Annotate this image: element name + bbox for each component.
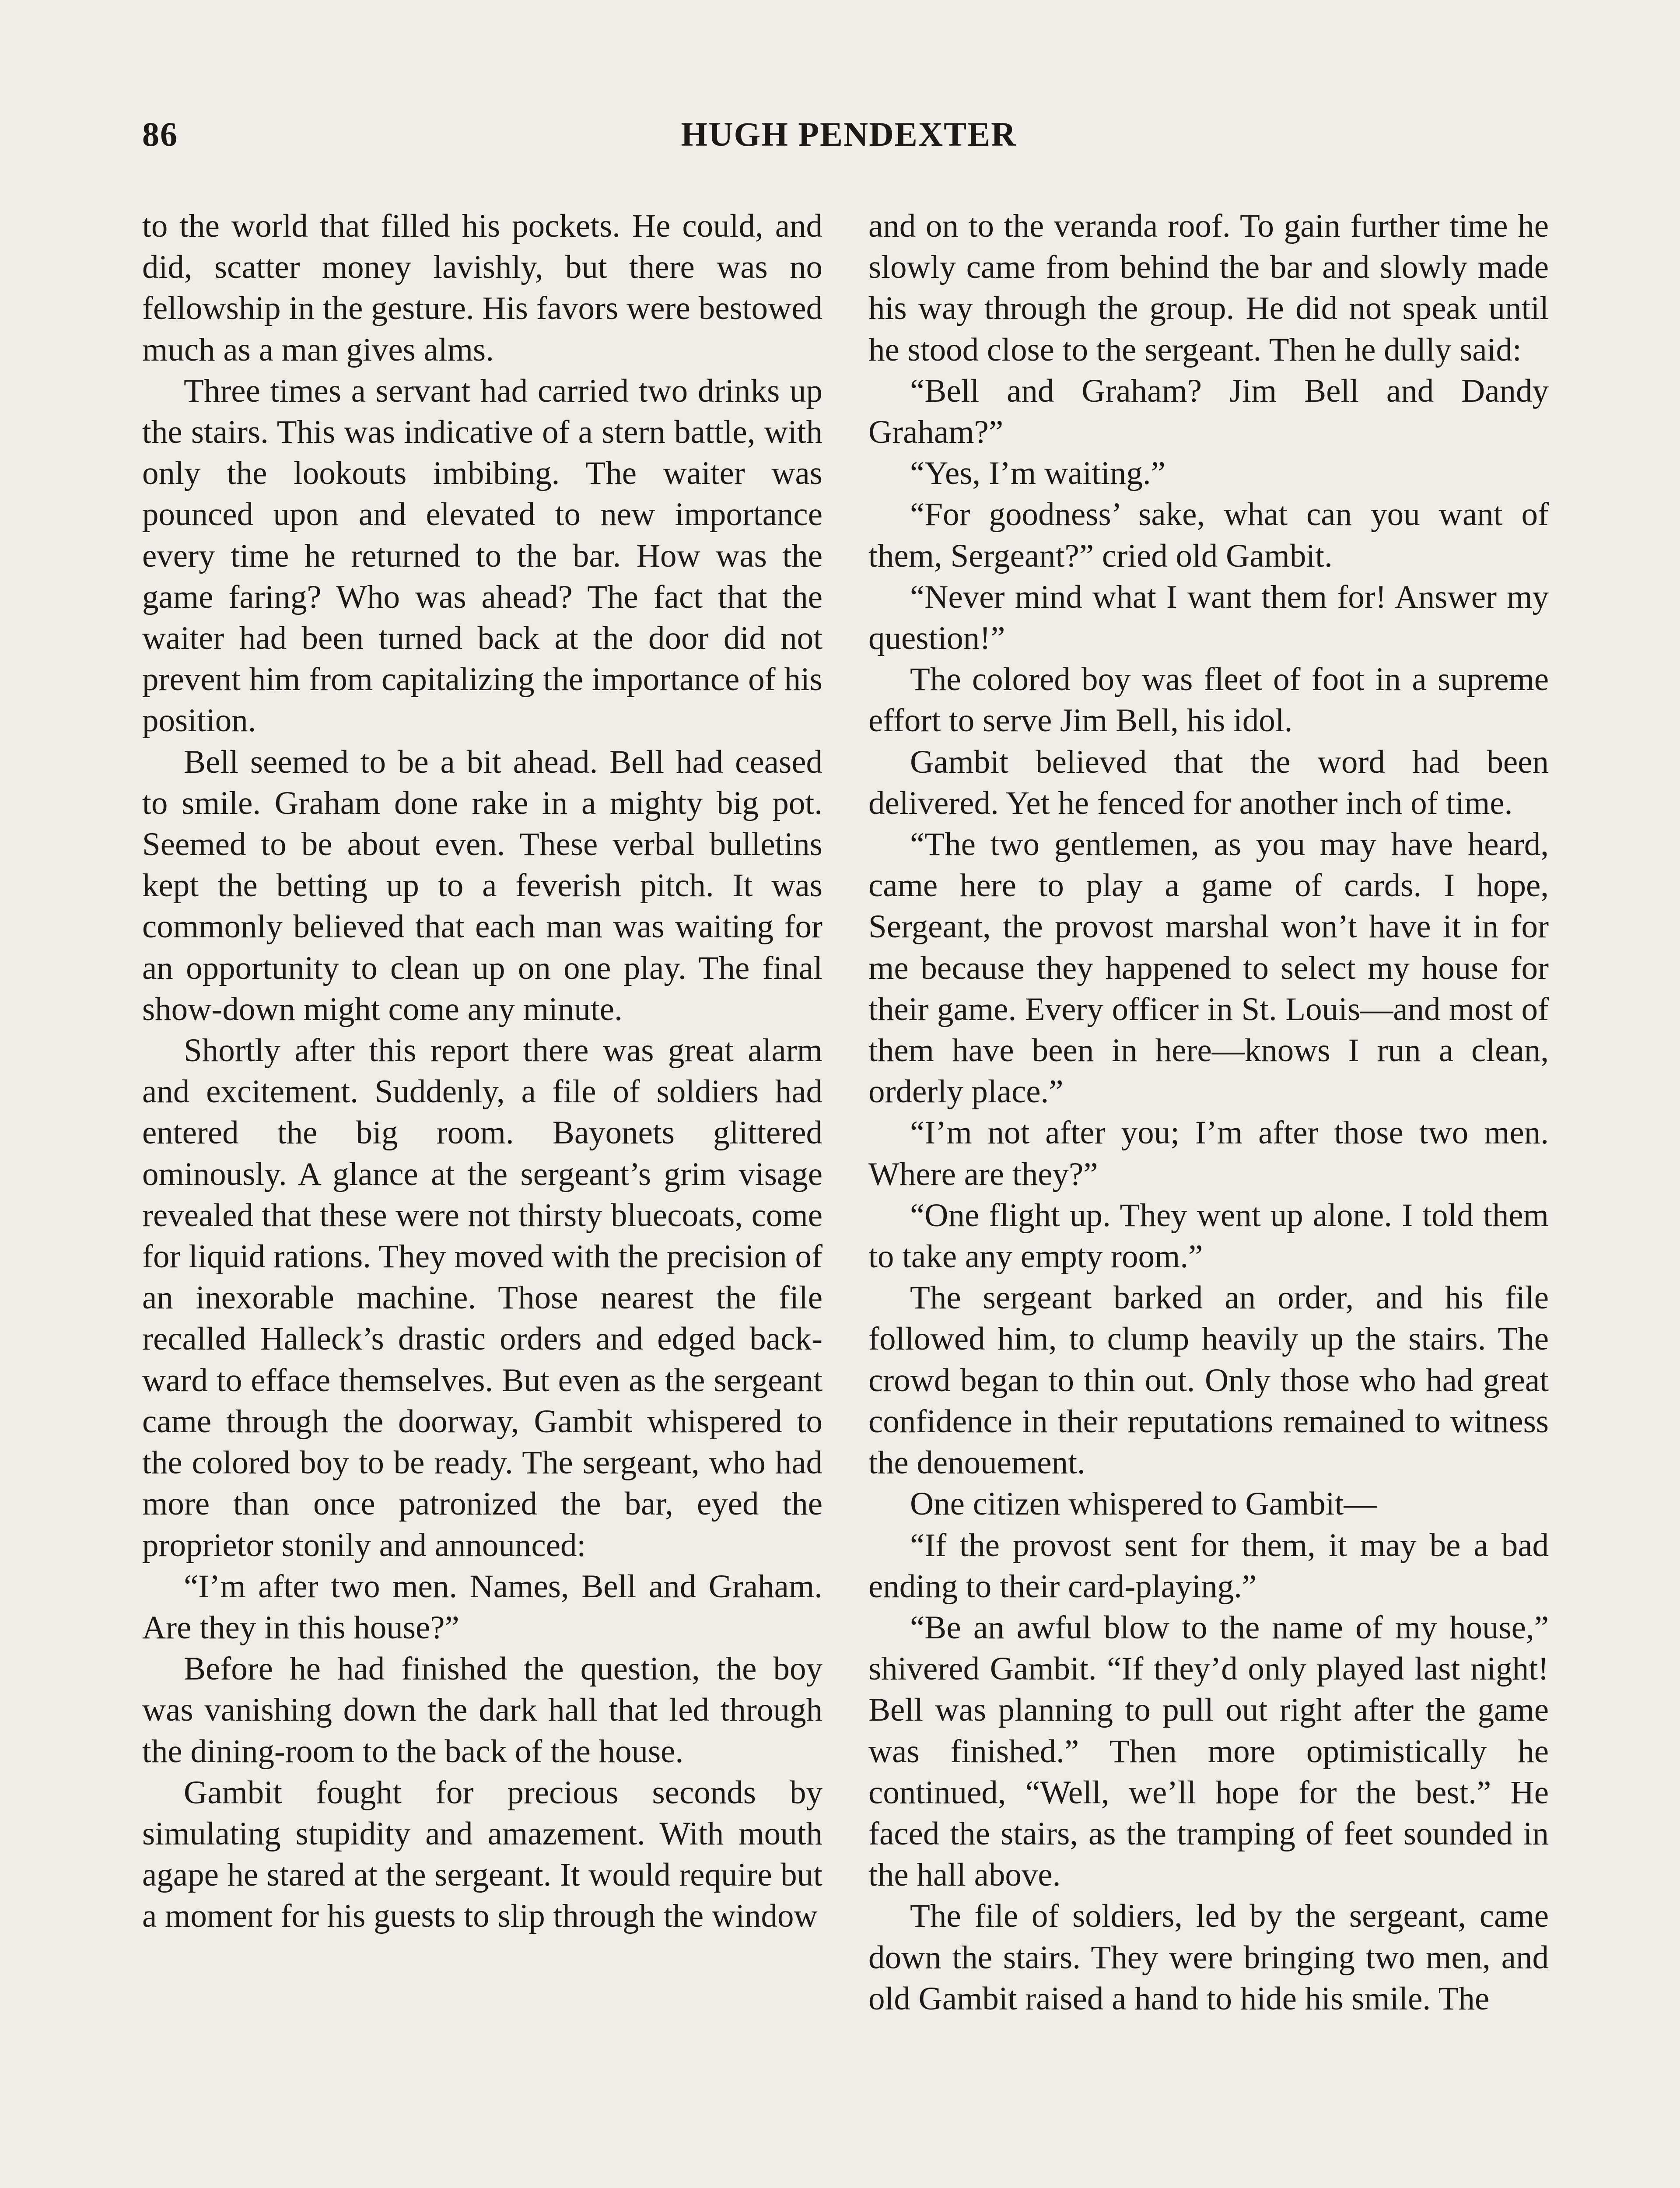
- paragraph: “One flight up. They went up alone. I told them to take any empty room.”: [868, 1197, 1549, 1275]
- paragraph: Gambit fought for precious seconds by simulating stupidity and amazement. With mouth agape he stared at the sergeant. It would require but a moment for his guests to slip through the window: [142, 1774, 822, 1935]
- paragraph: and on to the veranda roof. To gain further time he slowly came from behind the bar and slowly made his way through the group. He did not speak until he stood close to the sergeant. Then he dully said:: [868, 208, 1549, 368]
- paragraph: “For goodness’ sake, what can you want of them, Sergeant?” cried old Gambit.: [868, 496, 1549, 574]
- right-column: [868, 206, 1549, 2020]
- running-head-title: HUGH PENDEXTER: [681, 115, 1017, 153]
- paragraph: Bell seemed to be a bit ahead. Bell had ceased to smile. Graham done rake in a mighty big pot. Seemed to be about even. These verbal bulletins kept the betting up to a feverish pitch. It was commonly believed that each man was waiting for an opportunity to clean up on one play. The final show-down might come any minute.: [142, 743, 822, 1027]
- paragraph: The sergeant barked an order, and his file followed him, to clump heavily up the stairs. The crowd began to thin out. Only those who had great confidence in their reputations remained to witness the denouement.: [868, 1280, 1549, 1481]
- paragraph: The colored boy was fleet of foot in a supreme effort to serve Jim Bell, his idol.: [868, 661, 1549, 739]
- left-column: [142, 206, 822, 1937]
- paragraph: “Never mind what I want them for! Answer my question!”: [868, 579, 1549, 657]
- paragraph: Shortly after this report there was great alarm and excitement. Suddenly, a file of soldiers had entered the big room. Bayonets glittered ominously. A glance at the sergeant’s grim visage revealed that these were not thirsty bluecoats, come for liquid rations. They moved with the precision of an inexorable machine. Those nearest the file recalled Halleck’s drastic orders and edged backward to efface themselves. But even as the sergeant came through the doorway, Gambit whispered to the colored boy to be ready. The sergeant, who had more than once patronized the bar, eyed the proprietor stonily and announced:: [142, 1032, 822, 1564]
- paragraph: Three times a servant had carried two drinks up the stairs. This was indicative of a stern battle, with only the lookouts imbibing. The waiter was pounced upon and elevated to new importance every time he returned to the bar. How was the game faring? Who was ahead? The fact that the waiter had been turned back at the door did not prevent him from capitalizing the importance of his position.: [142, 372, 822, 739]
- paragraph: to the world that filled his pockets. He could, and did, scatter money lavishly, but there was no fellowship in the gesture. His favors were bestowed much as a man gives alms.: [142, 208, 822, 368]
- paragraph: “Yes, I’m waiting.”: [910, 455, 1166, 492]
- page-number: 86: [142, 115, 178, 153]
- paragraph: “I’m not after you; I’m after those two men. Where are they?”: [868, 1115, 1549, 1192]
- paragraph: “The two gentlemen, as you may have heard, came here to play a game of cards. I hope, Sergeant, the provost marshal won’t have it in for me because they happened to select my house for their game. Every officer in St. Louis—and most of them have been in here—knows I run a clean, orderly place.”: [868, 826, 1549, 1110]
- paragraph: Before he had finished the question, the boy was vanishing down the dark hall that led through the dining-room to the back of the house.: [142, 1651, 822, 1770]
- paragraph: “Bell and Graham? Jim Bell and Dandy Graham?”: [868, 372, 1549, 451]
- paragraph: One citizen whispered to Gambit—: [910, 1486, 1377, 1522]
- paragraph: “If the provost sent for them, it may be a bad ending to their card-playing.”: [868, 1527, 1549, 1605]
- paragraph: Gambit believed that the word had been delivered. Yet he fenced for another inch of time.: [868, 743, 1549, 821]
- paragraph: “I’m after two men. Names, Bell and Graham. Are they in this house?”: [142, 1568, 822, 1646]
- paragraph: The file of soldiers, led by the sergeant, came down the stairs. They were bringing two men, and old Gambit raised a hand to hide his smile. The: [868, 1898, 1549, 2017]
- paragraph: “Be an awful blow to the name of my house,” shivered Gambit. “If they’d only played last night! Bell was planning to pull out right after the game was finished.” Then more optimistically he continued, “Well, we’ll hope for the best.” He faced the stairs, as the tramping of feet sounded in the hall above.: [868, 1609, 1549, 1893]
- page-header: [142, 115, 1555, 158]
